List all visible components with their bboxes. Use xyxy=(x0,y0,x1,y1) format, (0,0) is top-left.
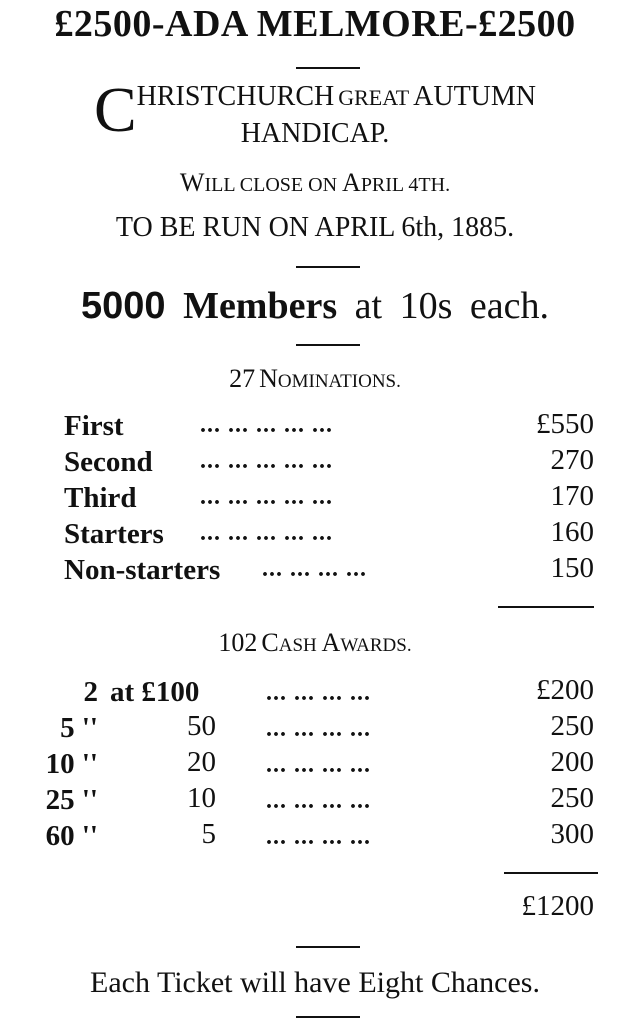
awards-a: A xyxy=(321,628,341,657)
nomination-amount: 150 xyxy=(550,552,594,584)
cash-award-amount: 250 xyxy=(550,710,594,742)
cash-award-count: 10 '' xyxy=(45,748,98,780)
nominations-n: N xyxy=(259,364,278,393)
cash-award-value: 10 xyxy=(187,782,216,814)
cash-awards-heading xyxy=(0,628,630,658)
leader-dots: ... ... ... ... ... xyxy=(200,412,333,438)
members-at: at xyxy=(354,285,383,327)
race-word-great: GREAT xyxy=(338,85,410,110)
nomination-label: Third xyxy=(64,482,137,514)
cash-awards-count: 102 xyxy=(218,628,258,657)
closing-w: W xyxy=(179,168,205,197)
leader-dots: ... ... ... ... xyxy=(266,680,371,706)
divider xyxy=(296,946,360,948)
race-initial: C xyxy=(93,74,137,145)
divider xyxy=(296,1016,360,1018)
nomination-label: Non-starters xyxy=(64,554,221,586)
headline: £2500-ADA MELMORE-£2500 xyxy=(54,3,576,45)
leader-dots: ... ... ... ... xyxy=(266,788,371,814)
leader-dots: ... ... ... ... ... xyxy=(200,484,333,510)
nomination-amount: 170 xyxy=(550,480,594,512)
leader-dots: ... ... ... ... xyxy=(266,824,371,850)
cash-award-count: 25 '' xyxy=(45,784,98,816)
chances-line: Each Ticket will have Eight Chances. xyxy=(90,966,540,999)
leader-dots: ... ... ... ... xyxy=(266,752,371,778)
cash-award-value: 5 xyxy=(201,818,216,850)
race-title-line1 xyxy=(137,80,536,118)
closing-date xyxy=(0,168,630,198)
leader-dots: ... ... ... ... xyxy=(262,556,367,582)
cash-award-amount: £200 xyxy=(536,674,594,706)
race-word-autumn: AUTUMN xyxy=(413,81,537,112)
cash-award-value: 50 xyxy=(187,710,216,742)
cash-award-amount: 200 xyxy=(550,746,594,778)
closing-a: A xyxy=(342,168,361,197)
nomination-amount: 160 xyxy=(550,516,594,548)
leader-dots: ... ... ... ... xyxy=(266,716,371,742)
subtotal-rule xyxy=(498,606,594,608)
nomination-label: First xyxy=(64,410,124,442)
nominations-count: 27 xyxy=(229,364,256,393)
members-word: Members xyxy=(183,285,338,327)
divider xyxy=(296,344,360,346)
members-price: 10s xyxy=(399,285,453,327)
divider xyxy=(296,266,360,268)
closing-text1: ILL CLOSE ON xyxy=(204,174,343,196)
nomination-amount: £550 xyxy=(536,408,594,440)
cash-award-value: at £100 xyxy=(110,676,200,708)
cash-award-count: 5 '' xyxy=(60,712,98,744)
race-word-christchurch: HRISTCHURCH xyxy=(136,81,335,112)
members-each: each. xyxy=(469,285,549,327)
leader-dots: ... ... ... ... ... xyxy=(200,520,333,546)
total-rule xyxy=(504,872,598,874)
cash-award-count: 60 '' xyxy=(45,820,98,852)
divider xyxy=(296,67,360,69)
cash-award-amount: 300 xyxy=(550,818,594,850)
awards-word: WARDS. xyxy=(340,635,412,656)
run-date: TO BE RUN ON APRIL 6th, 1885. xyxy=(115,212,515,243)
cash-award-count: 2 xyxy=(83,676,98,708)
nomination-amount: 270 xyxy=(550,444,594,476)
cash-word: ASH xyxy=(278,635,322,656)
members-line xyxy=(0,284,630,328)
members-count: 5000 xyxy=(81,285,166,327)
race-title-line2: HANDICAP. xyxy=(240,118,390,149)
nominations-heading xyxy=(0,364,630,394)
nomination-label: Second xyxy=(64,446,153,478)
cash-award-amount: 250 xyxy=(550,782,594,814)
cash-awards-total: £1200 xyxy=(521,890,594,922)
cash-award-value: 20 xyxy=(187,746,216,778)
cash-c: C xyxy=(261,628,279,657)
closing-text2: PRIL 4TH. xyxy=(360,174,451,196)
leader-dots: ... ... ... ... ... xyxy=(200,448,333,474)
nomination-label: Starters xyxy=(64,518,164,550)
nominations-word: OMINATIONS. xyxy=(277,371,401,392)
